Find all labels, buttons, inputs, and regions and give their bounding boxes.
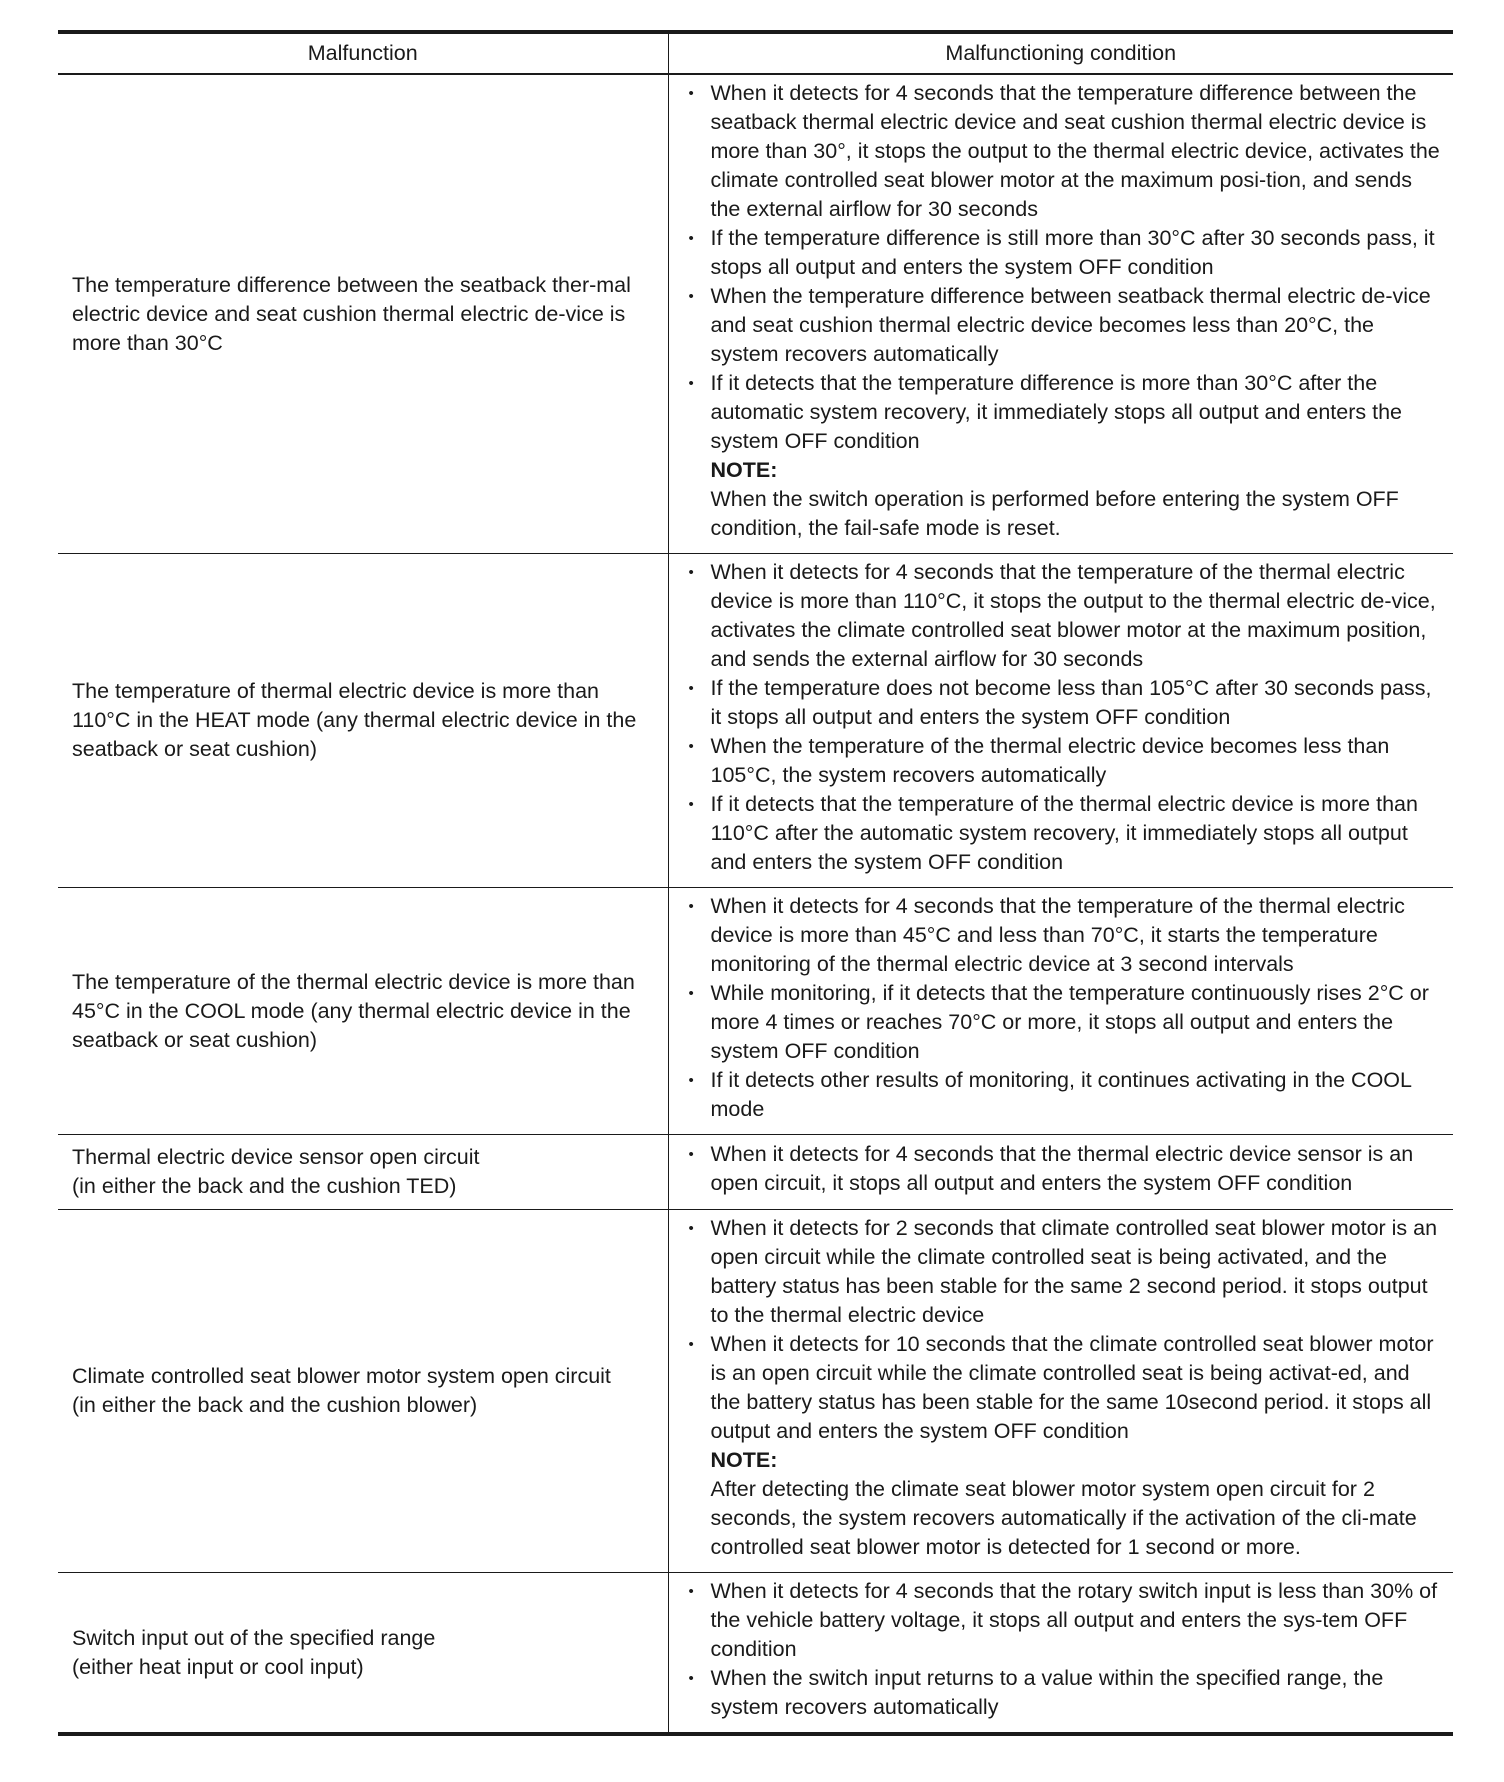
table-body — [58, 74, 1453, 1734]
condition-item — [687, 790, 1444, 877]
condition-text: While monitoring, if it detects that the temperature continuously rises 2°C or more 4 times or reaches 70°C or more, it stops all output and enters the system OFF condition — [710, 981, 1429, 1063]
malfunction-cell — [58, 888, 668, 1135]
malfunction-cell — [58, 1210, 668, 1573]
condition-text: If the temperature does not become less than 105°C after 30 seconds pass, it stops all output and enters the system OFF condition — [710, 676, 1432, 729]
condition-text: If it detects that the temperature of the thermal electric device is more than 110°C after the automatic system recovery, it immediately stops all output and enters the system OFF condition — [710, 792, 1418, 874]
table-row — [58, 1210, 1453, 1573]
condition-text: If it detects other results of monitoring, it continues activating in the COOL mode — [710, 1068, 1412, 1121]
condition-cell — [668, 554, 1453, 888]
table-row — [58, 1135, 1453, 1210]
condition-item — [687, 224, 1444, 282]
fail-safe-table — [58, 33, 1453, 1736]
table-row — [58, 888, 1453, 1135]
malfunction-text: The temperature difference between the seatback ther-mal electric device and seat cushion thermal electric de-vice is more than 30°C — [72, 272, 631, 355]
condition-cell — [668, 74, 1453, 554]
condition-item — [687, 979, 1444, 1066]
condition-text: When the switch input returns to a value within the specified range, the system recovers automatically — [710, 1666, 1384, 1719]
malfunction-text: (either heat input or cool input) — [72, 1654, 364, 1679]
condition-item — [687, 674, 1444, 732]
condition-list — [687, 1214, 1444, 1562]
malfunction-text: (in either the back and the cushion blower) — [72, 1393, 478, 1417]
condition-list — [687, 1140, 1444, 1198]
condition-item — [687, 1577, 1444, 1664]
document-page — [58, 0, 1453, 1782]
table-row — [58, 1573, 1453, 1735]
note-text: After detecting the climate seat blower motor system open circuit for 2 seconds, the system recovers automatically if the activation of the cli-mate controlled seat blower motor is detected for 1 second or more. — [710, 1477, 1417, 1559]
condition-text: When it detects for 2 seconds that climate controlled seat blower motor is an open circuit while the climate controlled seat is being activated, and the battery status has been stable for the same 2 second period. it stops output to the thermal electric device — [710, 1216, 1438, 1327]
condition-item — [687, 369, 1444, 543]
condition-list — [687, 892, 1444, 1124]
condition-item — [687, 892, 1444, 979]
malfunction-cell — [58, 554, 668, 888]
note-label: NOTE: — [710, 458, 778, 482]
condition-cell — [668, 888, 1453, 1135]
condition-item — [687, 282, 1444, 369]
condition-cell — [668, 1573, 1453, 1735]
table-row — [58, 554, 1453, 888]
condition-item — [687, 732, 1444, 790]
malfunction-text: Climate controlled seat blower motor system open circuit — [72, 1364, 611, 1388]
header-malfunctioning-condition: Malfunctioning condition — [668, 34, 1453, 75]
malfunction-cell — [58, 74, 668, 554]
condition-list — [687, 558, 1444, 877]
condition-item — [687, 79, 1444, 224]
note-text: When the switch operation is performed before entering the system OFF condition, the fail-safe mode is reset. — [710, 487, 1399, 540]
condition-text: When it detects for 4 seconds that the temperature difference between the seatback thermal electric device and seat cushion thermal electric device is more than 30°, it stops the output to the thermal electric device, activates the climate controlled seat blower motor at the maximum posi-tion, and sends the external airflow for 30 seconds — [710, 81, 1440, 221]
malfunction-text: The temperature of the thermal electric device is more than 45°C in the COOL mode (any thermal electric device in the seatback or seat cushion) — [72, 969, 635, 1052]
condition-text: When it detects for 10 seconds that the climate controlled seat blower motor is an open circuit while the climate controlled seat is being activat-ed, and the battery status has been stable for the same 10second period. it stops all output and enters the system OFF condition — [710, 1332, 1434, 1443]
condition-item — [687, 1330, 1444, 1562]
condition-text: When it detects for 4 seconds that the temperature of the thermal electric device is more than 45°C and less than 70°C, it starts the temperature monitoring of the thermal electric device at 3 second intervals — [710, 894, 1405, 976]
condition-text: When it detects for 4 seconds that the thermal electric device sensor is an open circuit, it stops all output and enters the system OFF condition — [710, 1142, 1414, 1195]
condition-list — [687, 1577, 1444, 1722]
condition-cell — [668, 1135, 1453, 1210]
condition-text: When it detects for 4 seconds that the temperature of the thermal electric device is more than 110°C, it stops the output to the thermal electric de-vice, activates the climate controlled seat blower motor at the maximum position, and sends the external airflow for 30 seconds — [710, 560, 1436, 671]
header-malfunction: Malfunction — [58, 34, 668, 75]
note-label: NOTE: — [710, 1448, 778, 1472]
condition-item — [687, 1214, 1444, 1330]
condition-item — [687, 1140, 1444, 1198]
table-row — [58, 74, 1453, 554]
malfunction-text: Switch input out of the specified range — [72, 1625, 436, 1650]
malfunction-text: The temperature of thermal electric device is more than 110°C in the HEAT mode (any thermal electric device in the seatback or seat cushion) — [72, 679, 637, 761]
condition-text: When the temperature of the thermal electric device becomes less than 105°C, the system recovers automatically — [710, 734, 1390, 787]
malfunction-cell — [58, 1135, 668, 1210]
condition-item — [687, 1664, 1444, 1722]
condition-text: If the temperature difference is still more than 30°C after 30 seconds pass, it stops all output and enters the system OFF condition — [710, 226, 1435, 279]
condition-text: When it detects for 4 seconds that the rotary switch input is less than 30% of the vehicle battery voltage, it stops all output and enters the sys-tem OFF condition — [710, 1579, 1438, 1661]
malfunction-text: Thermal electric device sensor open circuit — [72, 1145, 480, 1169]
condition-item — [687, 558, 1444, 674]
malfunction-cell — [58, 1573, 668, 1735]
condition-text: When the temperature difference between seatback thermal electric de-vice and seat cushion thermal electric device becomes less than 20°C, the system recovers automatically — [710, 284, 1431, 366]
condition-cell — [668, 1210, 1453, 1573]
condition-item — [687, 1066, 1444, 1124]
condition-text: If it detects that the temperature difference is more than 30°C after the automatic system recovery, it immediately stops all output and enters the system OFF condition — [710, 371, 1402, 453]
condition-list — [687, 79, 1444, 543]
header-row — [58, 34, 1453, 75]
malfunction-text: (in either the back and the cushion TED) — [72, 1174, 457, 1198]
